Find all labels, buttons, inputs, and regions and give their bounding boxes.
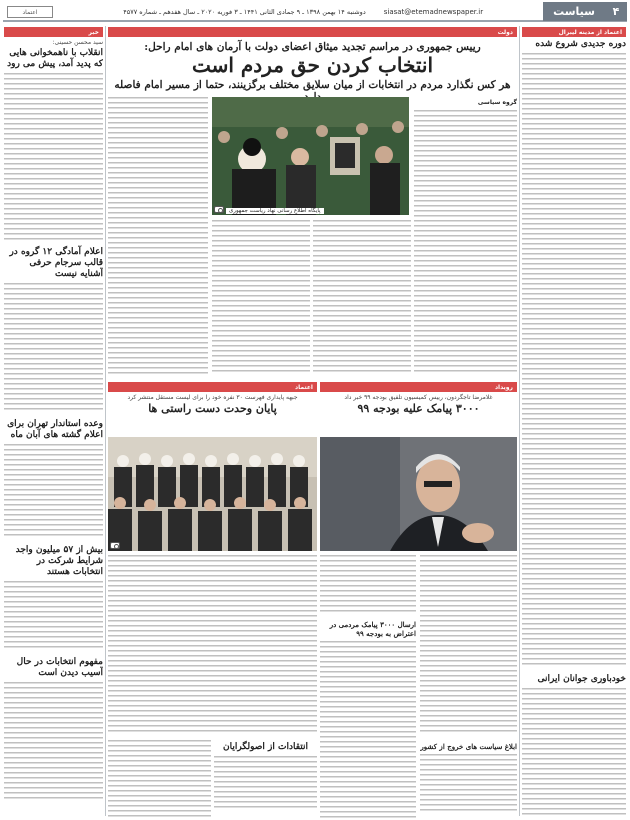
lead-story-headline[interactable]: انتخاب کردن حق مردم است [191,53,434,77]
lead-story-text [212,220,310,375]
lead-photo-caption: پایگاه اطلاع رسانی نهاد ریاست جمهوری [226,208,324,214]
mid-right-text [420,555,517,735]
mid-left-story [108,382,317,436]
lead-story-byline: گروه سیاسی [477,99,517,106]
camera-icon [214,206,224,213]
group-photo-image [108,437,317,551]
left-story-headline[interactable]: انقلاب با ناهمخوانی هایی که پدید آمد، پیش می رود [7,48,103,69]
left-story-body [4,444,103,539]
mid-right-inline-story [320,618,416,818]
lead-story-text [108,97,208,375]
mid-left-subsection [214,740,317,818]
mid-left-headline[interactable]: پایان وحدت دست راستی ها [148,402,277,415]
mid-left-text [108,555,317,735]
right-column-bottom-body-text [522,688,626,817]
mid-right-kicker: غلامرضا تاجگردون، رییس کمیسیون تلفیق بودجه ۹۹ خبر داد [344,394,493,401]
left-story-headline[interactable]: اعلام آمادگی ۱۲ گروه در قالب سرجام حرفی آشنایه نیست [9,247,103,279]
mid-right-bottom-headline[interactable]: ابلاغ سیاست های خروج از کشور [420,742,517,751]
right-column-body-text [522,53,626,668]
section-email-link[interactable]: siasat@etemadnewspaper.ir [383,7,484,16]
group-photo [108,437,317,551]
lead-story-text [414,110,517,375]
lead-story-text [313,220,411,375]
mid-right-text [320,555,416,615]
page-header [3,3,627,22]
left-story-body [4,682,103,802]
right-column-headline[interactable]: دوره جدیدی شروع شده [535,39,626,49]
left-story-kicker: سید محسن حسینی: [52,39,103,46]
lead-story-kicker: رییس جمهوری در مراسم تجدید میثاق اعضای دولت با آرمان های امام راحل: [144,41,481,53]
lead-photo-image [212,97,409,215]
left-story-headline[interactable]: بیش از ۵۷ میلیون واجد شرایط شرکت در انتخابات هستند [15,545,103,577]
section-title[interactable]: سیاست [543,2,605,21]
mid-left-bottom-text [214,756,317,811]
column-divider [105,26,106,816]
right-column-bottom-headline[interactable]: خودباوری جوانان ایرانی [537,674,626,684]
camera-icon [110,542,120,549]
mid-right-headline[interactable]: ۳۰۰۰ پیامک علیه بودجه ۹۹ [357,402,480,415]
left-column-section-bar: خبر [4,27,103,37]
mid-right-bottom-text [420,754,517,814]
lead-photo [212,97,409,215]
left-story-headline[interactable]: مفهوم انتخابات در حال آسیب دیدن است [16,657,103,678]
mid-left-section-bar: اعتماد [108,382,317,392]
lead-story-section-bar: دولت [108,27,517,37]
mid-left-bottom-headline[interactable]: انتقادات از اصولگرایان [223,742,308,752]
right-column-section-bar: اعتماد از مدینه لیبرال [522,27,626,37]
mid-right-subsection [420,740,517,818]
mid-left-text [108,740,211,818]
left-story-body [4,283,103,413]
mid-right-section-bar: رویداد [320,382,517,392]
lead-story-subhead: هر کس نگذارد مردم در انتخابات از میان سلایق مختلف برگزینند، حتما از مسیر امام فاصله [114,79,511,91]
lead-story-column [414,97,517,107]
portrait-photo-image [320,437,517,551]
left-story-body [4,581,103,651]
mid-left-kicker: جبهه پایداری فهرست ۳۰ نفره خود را برای لیست مستقل منتشر کرد [127,394,298,401]
column-divider [519,26,520,816]
mid-right-inline-text [320,641,416,818]
mid-right-story [320,382,517,436]
page-number: ۴ [605,2,627,21]
left-column [4,27,103,817]
newspaper-logo: اعتماد [7,6,53,18]
right-column [522,27,626,817]
issue-dateline: دوشنبه ۱۴ بهمن ۱۳۹۸ ـ ۹ جمادی الثانی ۱۴۴۱ ـ ۳ فوریه ۲۰۲۰ ـ سال هفدهم ـ شماره ۴۵۷۷ [123,7,366,16]
left-story-headline[interactable]: وعده استاندار تهران برای اعلام گشته های آبان ماه [7,419,103,440]
left-story-body [4,73,103,241]
portrait-photo [320,437,517,551]
mid-right-inline-headline[interactable]: ارسال ۳۰۰۰ پیامک مردمی در اعتراض به بودجه ۹۹ [329,620,416,638]
